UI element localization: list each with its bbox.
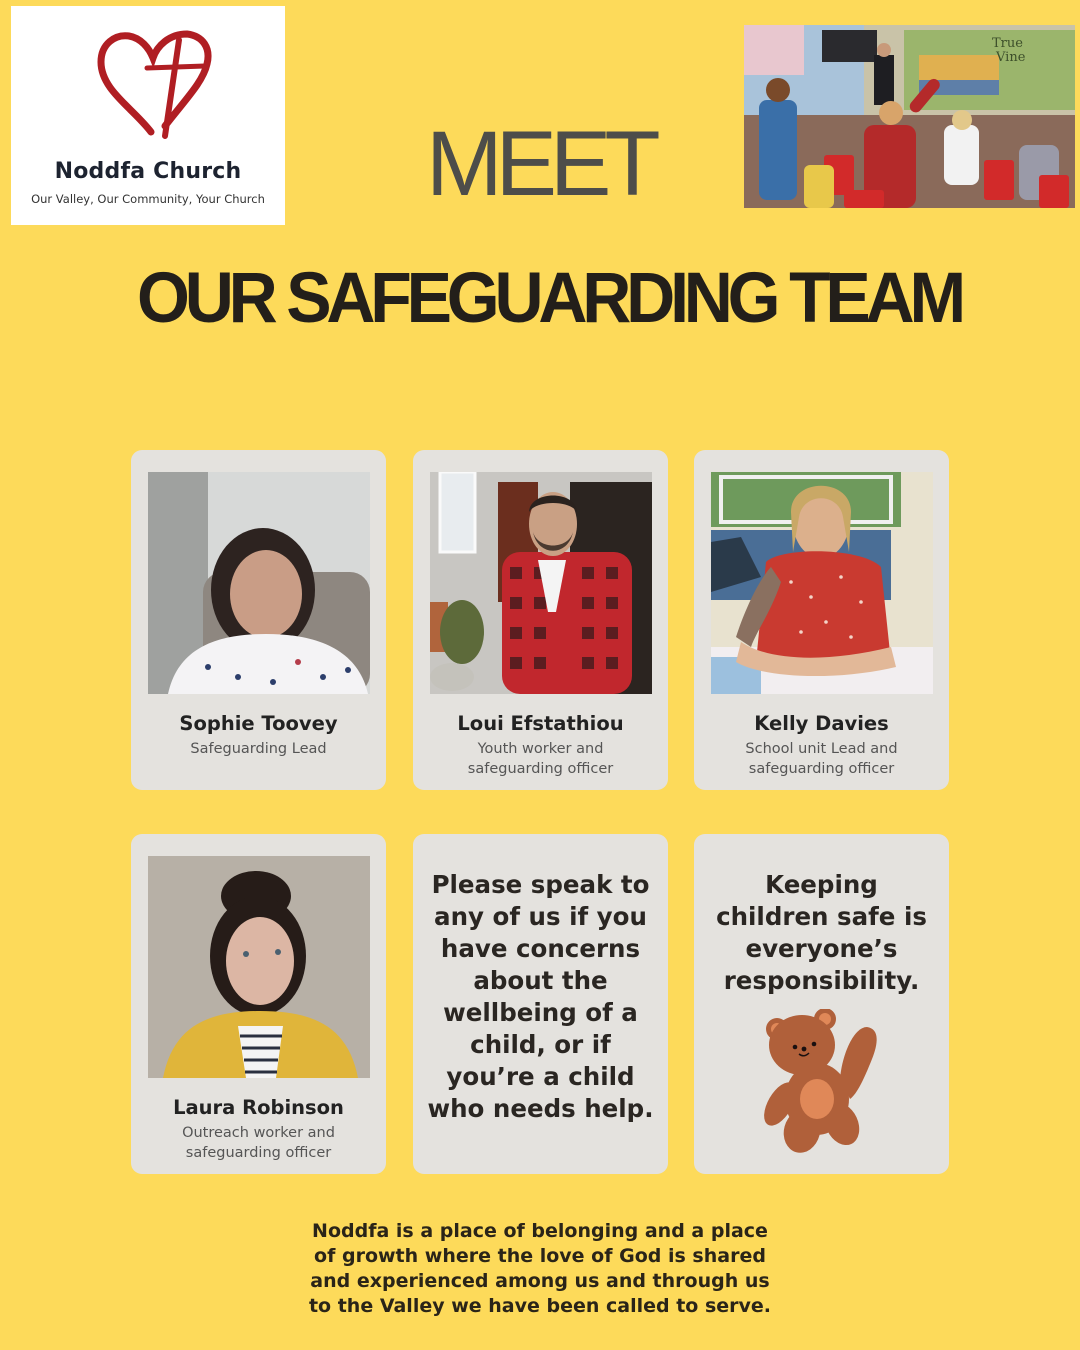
page-title: OUR SAFEGUARDING TEAM [137, 257, 961, 338]
heart-cross-icon [93, 28, 213, 146]
team-card-kelly-davies [694, 450, 949, 790]
speak-to-us-card [413, 834, 668, 1174]
keeping-safe-message: Keeping children safe is everyone’s responsibility. [716, 870, 927, 995]
team-photo [430, 472, 652, 694]
speak-to-us-message: Please speak to any of us if you have concerns about the wellbeing of a child, or if you’re a child who needs help. [427, 870, 654, 1123]
team-member-role: Youth worker and safeguarding officer [467, 741, 614, 777]
svg-text:Vine: Vine [996, 50, 1026, 65]
team-member-name: Loui Efstathiou [457, 712, 624, 735]
team-photo [148, 472, 370, 694]
team-member-role: School unit Lead and safeguarding officer [745, 741, 898, 777]
svg-text:True: True [992, 36, 1023, 51]
team-photo [711, 472, 933, 694]
team-card-sophie-toovey [131, 450, 386, 790]
team-card-loui-efstathiou [413, 450, 668, 790]
team-photo [148, 856, 370, 1078]
team-card-laura-robinson [131, 834, 386, 1174]
meet-heading: MEET [426, 113, 654, 215]
team-member-role: Outreach worker and safeguarding officer [182, 1125, 335, 1161]
group-photo-image [744, 25, 1075, 208]
church-name: Noddfa Church [54, 159, 242, 184]
keeping-safe-card [694, 834, 949, 1174]
hero-photo [744, 25, 1075, 208]
church-logo [11, 6, 285, 225]
team-member-name: Kelly Davies [754, 712, 889, 735]
team-member-name: Sophie Toovey [179, 712, 338, 735]
church-tagline: Our Valley, Our Community, Your Church [31, 192, 265, 206]
team-member-role: Safeguarding Lead [190, 741, 327, 757]
mission-statement: Noddfa is a place of belonging and a place of growth where the love of God is shared and experienced among us and through us to the Valley we have been called to serve. [308, 1220, 772, 1317]
teddy-bear-icon [762, 1009, 882, 1154]
team-member-name: Laura Robinson [173, 1096, 344, 1119]
